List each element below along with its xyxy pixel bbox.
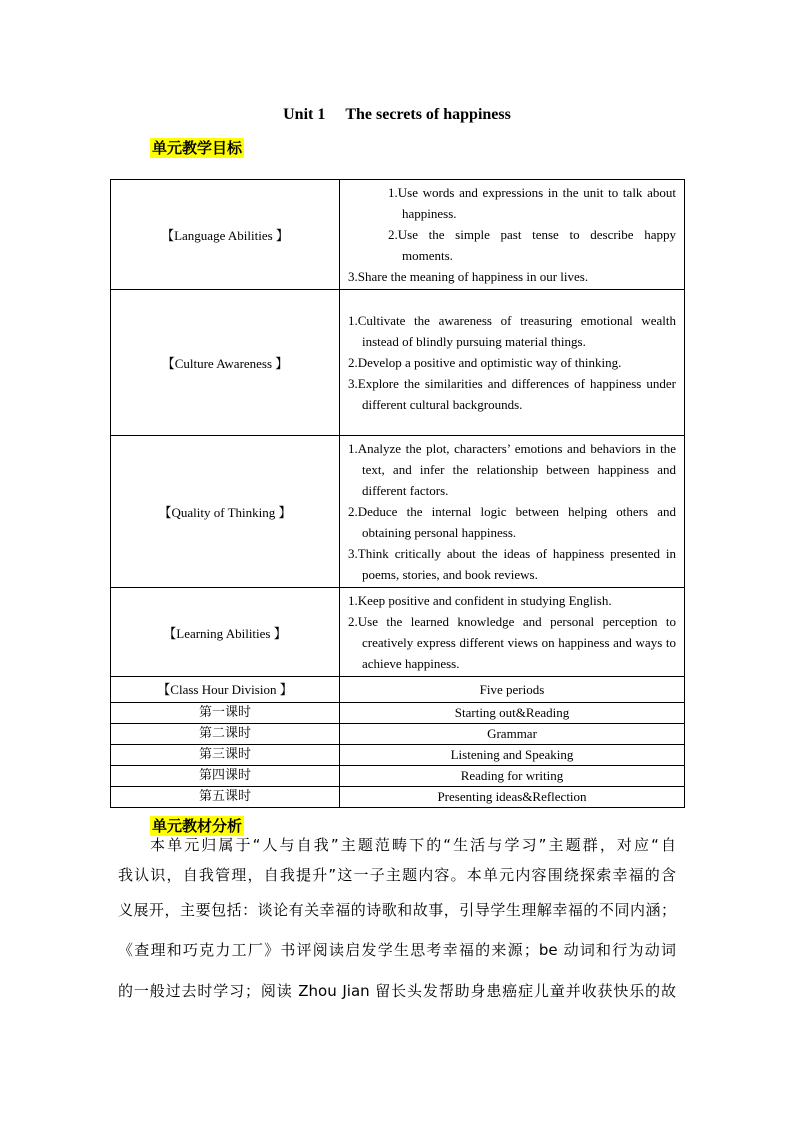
row-label: 【Learning Abilities 】 (111, 588, 340, 677)
table-row (111, 677, 685, 703)
period-name: 第三课时 (111, 745, 340, 766)
list-item: 3.Think critically about the ideas of happiness presented in poems, stories, and book reviews. (348, 546, 676, 582)
list-item: 1.Analyze the plot, characters’ emotions and behaviors in the text, and infer the relationship between happiness and different factors. (348, 441, 676, 498)
period-name: 第二课时 (111, 724, 340, 745)
page-title (0, 106, 794, 124)
table-row (111, 787, 685, 808)
paragraph-line: 我认识，自我管理，自我提升”这一子主题内容。本单元内容围绕探索幸福的含 (118, 866, 676, 884)
row-content (340, 290, 685, 436)
goal-list (348, 182, 676, 287)
table-row (111, 290, 685, 436)
row-content (340, 436, 685, 588)
table-row (111, 436, 685, 588)
goal-list (348, 310, 676, 415)
table-row (111, 766, 685, 787)
section-heading-analysis: 单元教材分析 (152, 817, 243, 835)
list-item: 2.Use the learned knowledge and personal perception to creatively express different views on happiness and ways to achieve happiness. (348, 614, 676, 671)
row-content: Five periods (340, 677, 685, 703)
period-content: Listening and Speaking (340, 745, 685, 766)
period-name: 第五课时 (111, 787, 340, 808)
list-item: 2.Use the simple past tense to describe happy moments. (388, 227, 676, 263)
row-label: 【Class Hour Division 】 (111, 677, 340, 703)
table-row (111, 724, 685, 745)
list-item: 1.Cultivate the awareness of treasuring emotional wealth instead of blindly pursuing material things. (348, 313, 676, 349)
paragraph-line: 《查理和巧克力工厂》书评阅读启发学生思考幸福的来源；be 动词和行为动词 (118, 941, 676, 959)
section-heading-goals: 单元教学目标 (152, 139, 243, 157)
paragraph-line: 义展开，主要包括：谈论有关幸福的诗歌和故事，引导学生理解幸福的不同内涵； (118, 901, 676, 919)
row-label: 【Quality of Thinking 】 (111, 436, 340, 588)
table-row (111, 745, 685, 766)
paragraph-line: 本单元归属于“人与自我”主题范畴下的“生活与学习”主题群，对应“自 (150, 836, 676, 854)
row-label: 【Culture Awareness 】 (111, 290, 340, 436)
list-item: 1.Use words and expressions in the unit to talk about happiness. (388, 185, 676, 221)
row-label: 【Language Abilities 】 (111, 180, 340, 290)
period-name: 第一课时 (111, 703, 340, 724)
unit-number: Unit 1 (283, 106, 326, 123)
table-row (111, 180, 685, 290)
list-item: 3.Share the meaning of happiness in our lives. (348, 269, 589, 284)
goal-list (348, 590, 676, 674)
list-item: 2.Develop a positive and optimistic way of thinking. (348, 355, 622, 370)
table-row (111, 588, 685, 677)
goals-table (110, 179, 685, 808)
period-content: Reading for writing (340, 766, 685, 787)
list-item: 2.Deduce the internal logic between helping others and obtaining personal happiness. (348, 504, 676, 540)
row-content (340, 180, 685, 290)
period-content: Presenting ideas&Reflection (340, 787, 685, 808)
period-content: Grammar (340, 724, 685, 745)
list-item: 1.Keep positive and confident in studying English. (348, 593, 612, 608)
goal-list (348, 438, 676, 585)
paragraph-line: 的一般过去时学习；阅读 Zhou Jian 留长头发帮助身患癌症儿童并收获快乐的故 (118, 982, 676, 1000)
row-content (340, 588, 685, 677)
period-name: 第四课时 (111, 766, 340, 787)
period-content: Starting out&Reading (340, 703, 685, 724)
list-item: 3.Explore the similarities and differences of happiness under different cultural backgrounds. (348, 376, 676, 412)
table-row (111, 703, 685, 724)
unit-name: The secrets of happiness (345, 106, 511, 123)
